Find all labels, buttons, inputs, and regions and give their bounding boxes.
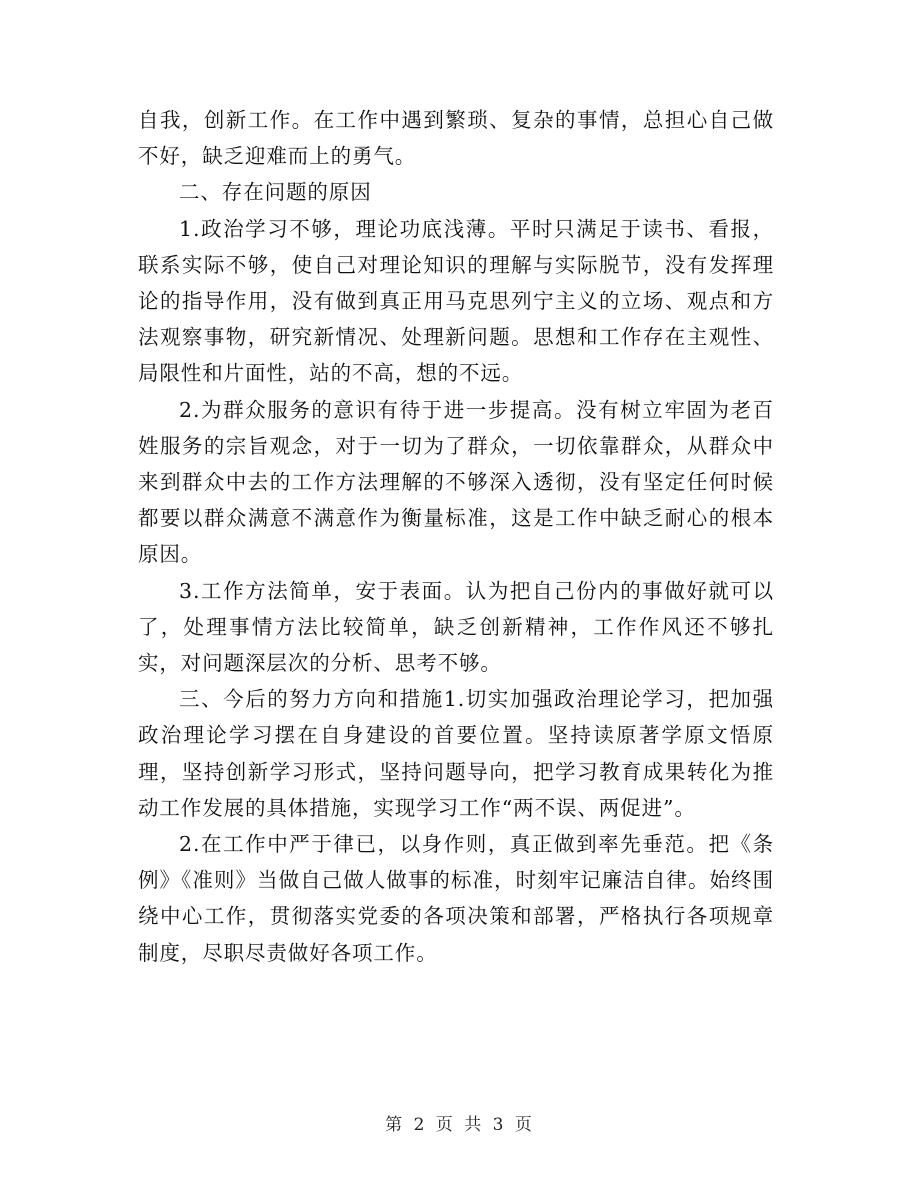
page-footer: 第 2 页 共 3 页 (385, 1115, 535, 1135)
paragraph-cause-1: 1.政治学习不够，理论功底浅薄。平时只满足于读书、看报，联系实际不够，使自己对理论知识的理解与实际脱节，没有发挥理论的指导作用，没有做到真正用马克思列宁主义的立场、观点和方法观察事物，研究新情况、处理新问题。思想和工作存在主观性、局限性和片面性，站的不高，想的不远。 (138, 216, 774, 386)
document-body (138, 102, 774, 971)
paragraph-measures-2: 2.在工作中严于律已，以身作则，真正做到率先垂范。把《条例》《准则》当做自己做人做事的标准，时刻牢记廉洁自律。始终围绕中心工作，贯彻落实党委的各项决策和部署，严格执行各项规章制度，尽职尽责做好各项工作。 (138, 832, 774, 965)
paragraph-cause-3: 3.工作方法简单，安于表面。认为把自己份内的事做好就可以了，处理事情方法比较简单，缺乏创新精神，工作作风还不够扎实，对问题深层次的分析、思考不够。 (138, 578, 774, 676)
paragraph-continuation: 自我，创新工作。在工作中遇到繁琐、复杂的事情，总担心自己做不好，缺乏迎难而上的勇气。 (138, 108, 774, 169)
paragraph-measures-1: 三、今后的努力方向和措施1.切实加强政治理论学习，把加强政治理论学习摆在自身建设的首要位置。坚持读原著学原文悟原理，坚持创新学习形式，坚持问题导向，把学习教育成果转化为推动工作发展的具体措施，实现学习工作“两不误、两促进”。 (138, 687, 774, 820)
section-heading-causes: 二、存在问题的原因 (179, 180, 372, 205)
paragraph-cause-2: 2.为群众服务的意识有待于进一步提高。没有树立牢固为老百姓服务的宗旨观念，对于一切为了群众，一切依靠群众，从群众中来到群众中去的工作方法理解的不够深入透彻，没有坚定任何时候都要以群众满意不满意作为衡量标准，这是工作中缺乏耐心的根本原因。 (138, 397, 774, 567)
